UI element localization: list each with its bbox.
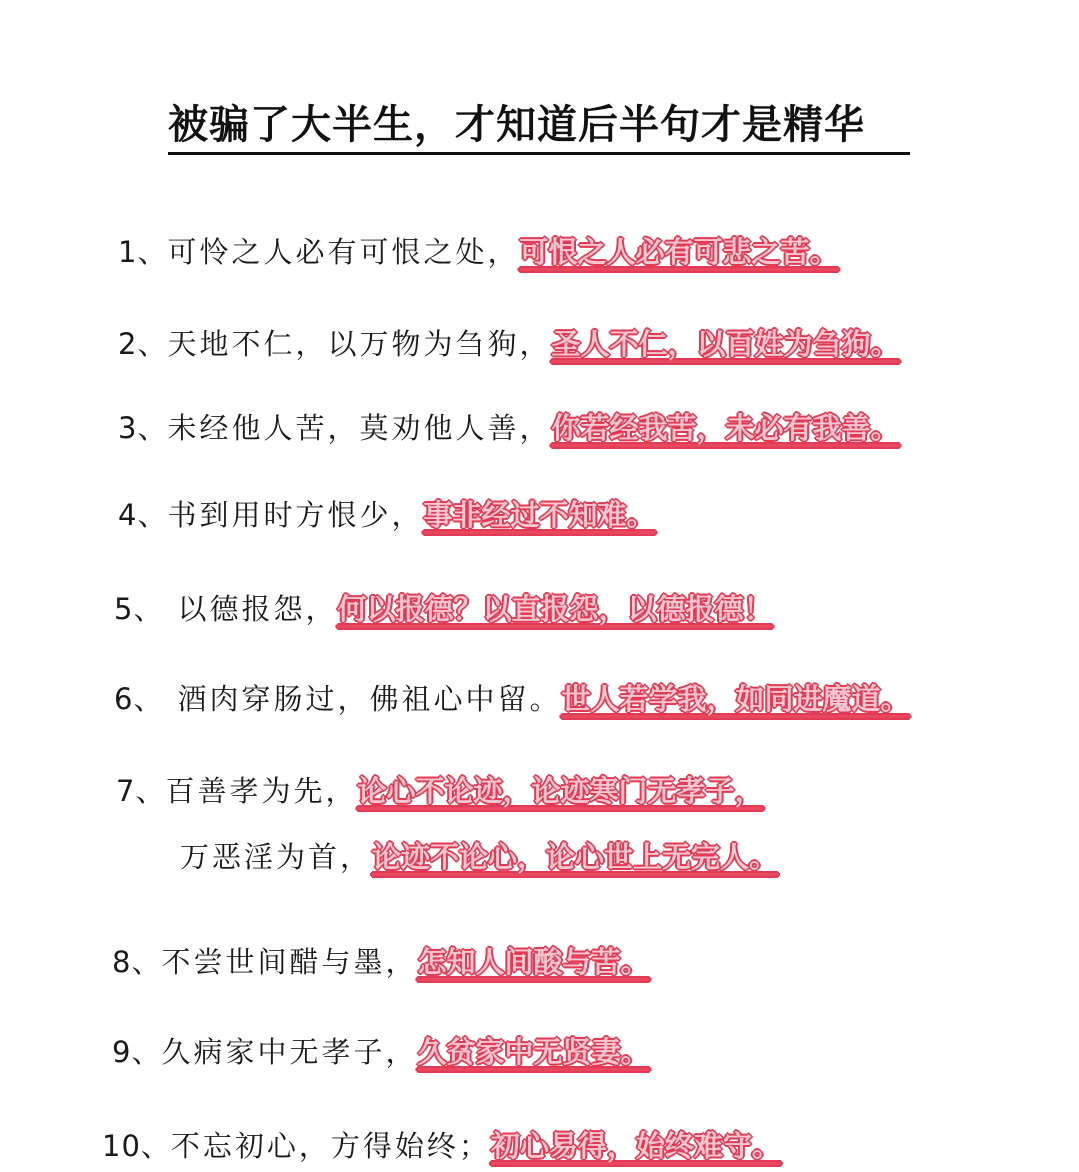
- item-second-half-highlight: 事非经过不知难。: [423, 498, 656, 532]
- list-item: [118, 230, 838, 274]
- item-first-half: 酒肉穿肠过，佛祖心中留。: [177, 682, 562, 716]
- item-first-half: 未经他人苦，莫劝他人善，: [167, 411, 552, 445]
- list-item: [116, 769, 763, 813]
- item-second-half-highlight: 论迹不论心，论心世上无完人。: [372, 840, 779, 874]
- title-underline: [168, 152, 910, 155]
- item-second-half-highlight: 你若经我苦，未必有我善。: [551, 411, 900, 445]
- item-first-half: 不尝世间醋与墨，: [161, 945, 418, 979]
- item-first-half: 天地不仁，以万物为刍狗，: [167, 327, 552, 361]
- item-second-half-highlight: 论心不论迹，论迹寒门无孝子，: [357, 774, 764, 808]
- item-second-half-highlight: 圣人不仁，以百姓为刍狗。: [551, 327, 900, 361]
- item-second-half-highlight: 怎知人间酸与苦。: [417, 945, 650, 979]
- page-title: 被骗了大半生，才知道后半句才是精华: [168, 102, 865, 148]
- item-first-half: 久病家中无孝子，: [161, 1035, 418, 1069]
- item-number: 8、: [112, 945, 162, 979]
- list-item: [180, 835, 778, 879]
- item-second-half-highlight: 世人若学我，如同进魔道。: [561, 682, 910, 716]
- item-number: 6、: [114, 682, 164, 716]
- list-item: [114, 677, 909, 721]
- list-item: [112, 1030, 649, 1074]
- item-first-half: 可怜之人必有可恨之处，: [167, 235, 520, 269]
- item-second-half-highlight: 可恨之人必有可悲之苦。: [519, 235, 839, 269]
- item-number: 1、: [118, 235, 168, 269]
- item-second-half-highlight: 初心易得，始终难守。: [490, 1129, 781, 1163]
- item-first-half: 不忘初心，方得始终；: [170, 1129, 491, 1163]
- item-number: 2、: [118, 327, 168, 361]
- item-first-half: 万恶淫为首，: [180, 840, 373, 874]
- list-item: [118, 406, 899, 450]
- item-number: 3、: [118, 411, 168, 445]
- item-first-half: 百善孝为先，: [165, 774, 358, 808]
- list-item: [112, 940, 649, 984]
- list-item: [102, 1124, 781, 1168]
- list-item: [118, 493, 655, 537]
- item-number: 10、: [102, 1129, 171, 1163]
- item-second-half-highlight: 何以报德？以直报怨，以德报德！: [337, 592, 773, 626]
- item-second-half-highlight: 久贫家中无贤妻。: [417, 1035, 650, 1069]
- item-number: 9、: [112, 1035, 162, 1069]
- item-first-half: 书到用时方恨少，: [167, 498, 424, 532]
- list-item: [114, 587, 772, 631]
- item-number: 4、: [118, 498, 168, 532]
- item-number: 5、: [114, 592, 164, 626]
- item-number: 7、: [116, 774, 166, 808]
- list-item: [118, 322, 899, 366]
- item-first-half: 以德报怨，: [177, 592, 338, 626]
